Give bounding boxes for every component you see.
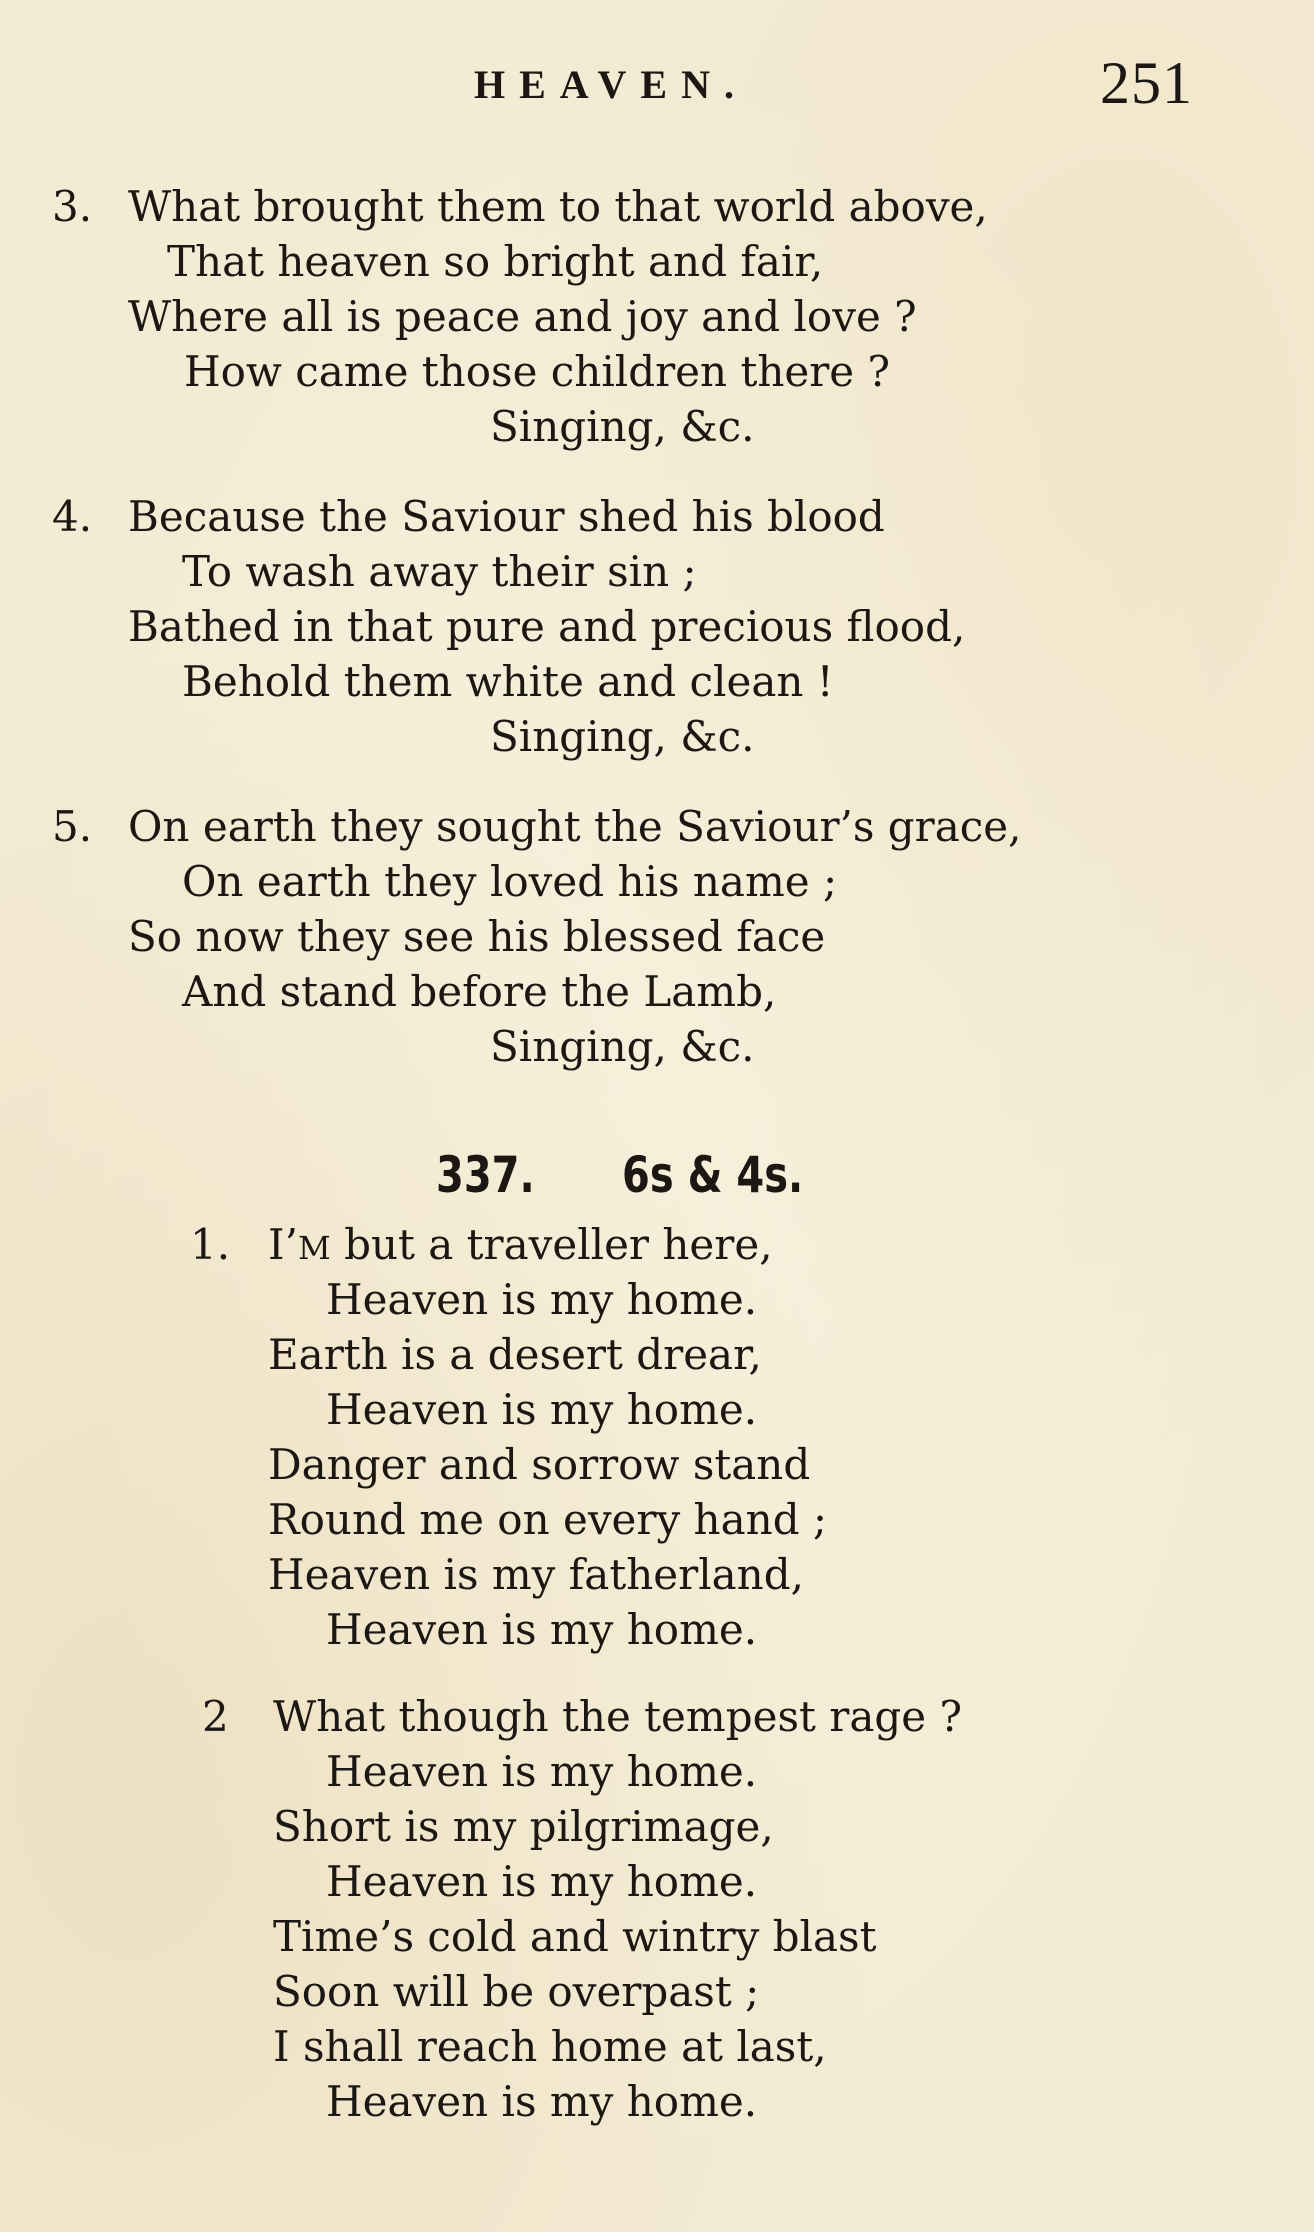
- verse-line: How came those children there ?: [184, 347, 891, 396]
- refrain-line: Singing, &c.: [490, 402, 755, 451]
- running-head: HEAVEN.: [474, 62, 748, 107]
- verse-line: Heaven is my home.: [326, 2077, 758, 2126]
- verse-line: So now they see his blessed face: [128, 912, 826, 961]
- verse-line: Earth is a desert drear,: [268, 1330, 762, 1379]
- refrain-line: Singing, &c.: [490, 1022, 755, 1071]
- hymn-meter: 6s & 4s.: [622, 1146, 804, 1204]
- verse-line: Heaven is my home.: [326, 1747, 758, 1796]
- verse-line: Heaven is my home.: [326, 1857, 758, 1906]
- verse-line: What brought them to that world above,: [128, 182, 988, 231]
- verse-line: I shall reach home at last,: [273, 2022, 827, 2071]
- verse-line: Short is my pilgrimage,: [273, 1802, 774, 1851]
- hymn-number: 337.: [436, 1146, 535, 1204]
- verse-line: Where all is peace and joy and love ?: [128, 292, 917, 341]
- verse-line: On earth they loved his name ;: [182, 857, 838, 906]
- verse-line: Behold them white and clean !: [182, 657, 834, 706]
- verse-line: Time’s cold and wintry blast: [273, 1912, 877, 1961]
- verse-line: Danger and sorrow stand: [268, 1440, 811, 1489]
- first-line-rest: but a traveller here,: [330, 1220, 773, 1269]
- verse-line: And stand before the Lamb,: [182, 967, 777, 1016]
- verse-line: Heaven is my home.: [326, 1275, 758, 1324]
- verse-line: Round me on every hand ;: [268, 1495, 828, 1544]
- verse-number: 2: [202, 1692, 229, 1741]
- stanza-number: 5.: [52, 802, 93, 851]
- drop-initial: I’: [268, 1220, 298, 1269]
- small-caps: M: [297, 1229, 331, 1267]
- refrain-line: Singing, &c.: [490, 712, 755, 761]
- verse-line: On earth they sought the Saviour’s grace,: [128, 802, 1022, 851]
- verse-number: 1.: [190, 1220, 231, 1269]
- page-number: 251: [1100, 50, 1193, 116]
- verse-first-line: [268, 1218, 773, 1275]
- verse-line: Heaven is my fatherland,: [268, 1550, 804, 1599]
- verse-line: Bathed in that pure and precious flood,: [128, 602, 966, 651]
- verse-line: Soon will be overpast ;: [273, 1967, 760, 2016]
- verse-line: Because the Saviour shed his blood: [128, 492, 885, 541]
- stanza-number: 4.: [52, 492, 93, 541]
- verse-line: What though the tempest rage ?: [273, 1692, 962, 1741]
- verse-line: Heaven is my home.: [326, 1385, 758, 1434]
- verse-line: Heaven is my home.: [326, 1605, 758, 1654]
- stanza-number: 3.: [52, 182, 93, 231]
- verse-line: That heaven so bright and fair,: [167, 237, 824, 286]
- verse-line: To wash away their sin ;: [182, 547, 697, 596]
